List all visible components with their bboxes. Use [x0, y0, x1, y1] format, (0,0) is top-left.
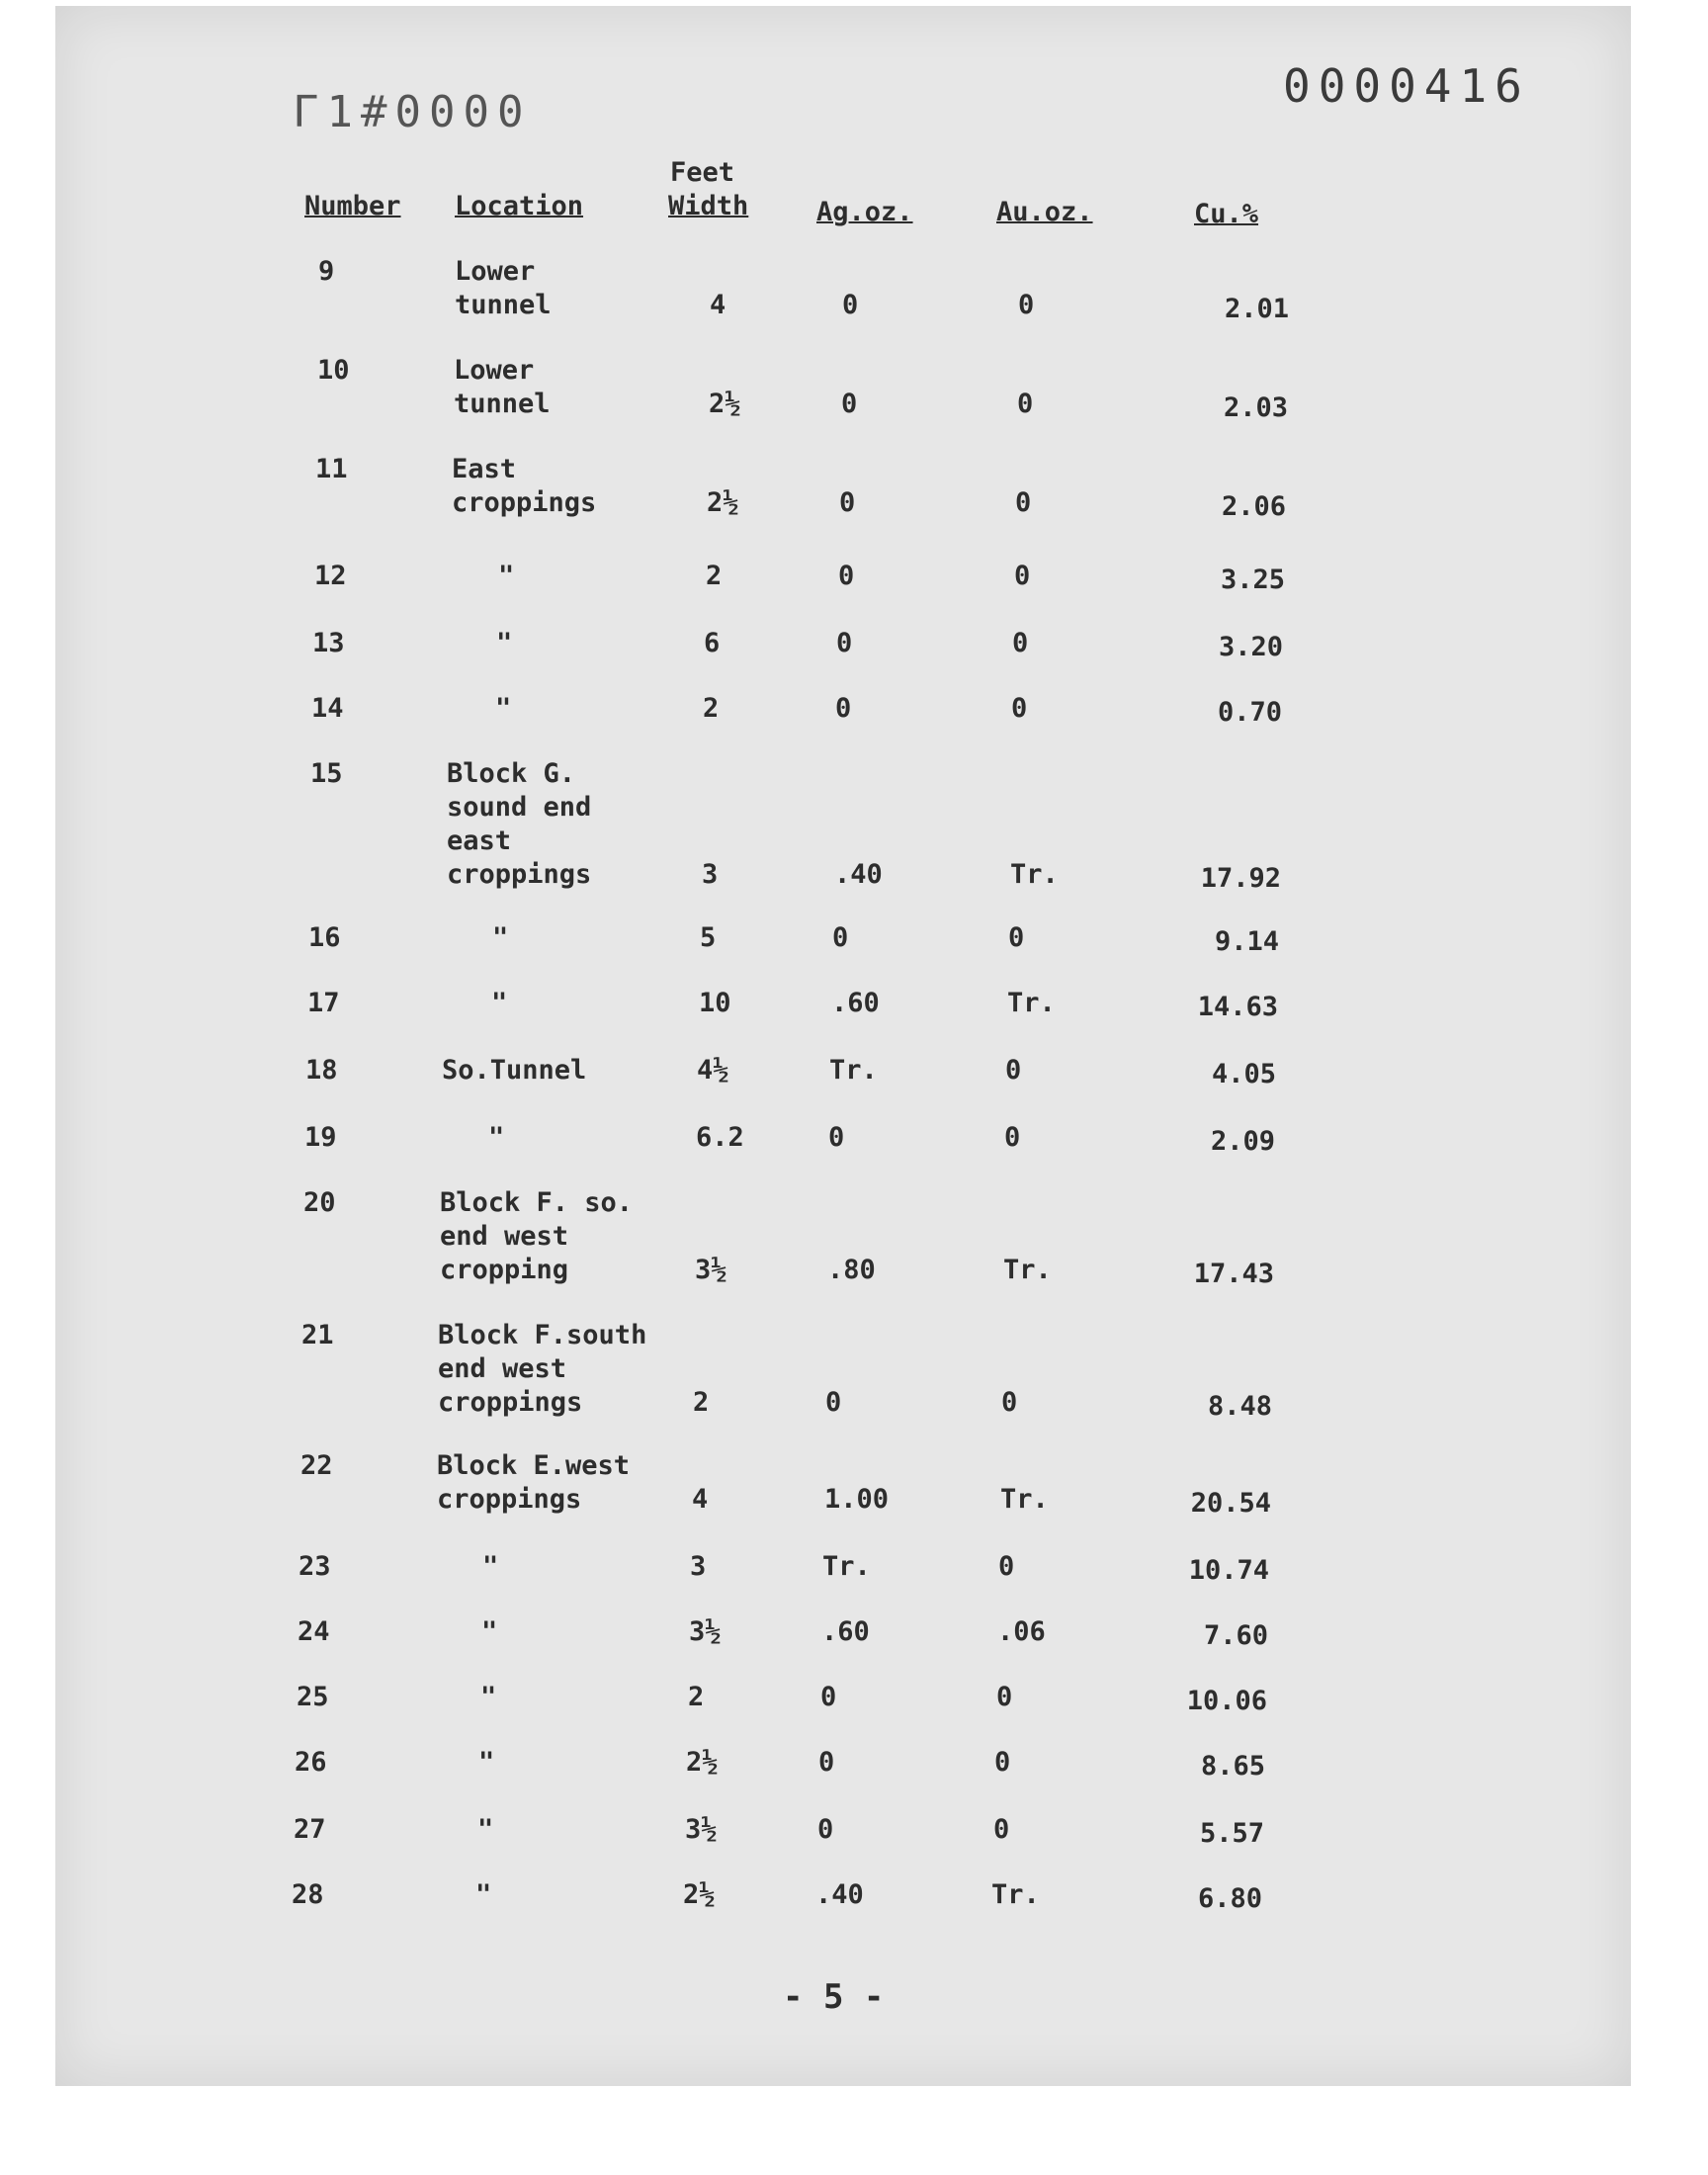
cell-au: 0 — [1017, 389, 1034, 419]
page-number: - 5 - — [783, 1977, 885, 2017]
cell-width: 2½ — [683, 1879, 716, 1910]
cell-au: Tr. — [1010, 859, 1059, 890]
cell-au: 0 — [996, 1682, 1013, 1712]
cell-number: 22 — [300, 1450, 333, 1481]
cell-location: So.Tunnel — [442, 1055, 587, 1086]
cell-location: " — [481, 1616, 498, 1647]
cell-width: 6.2 — [696, 1122, 744, 1153]
cell-number: 11 — [315, 454, 348, 484]
cell-width: 2 — [693, 1387, 710, 1418]
cell-number: 9 — [318, 256, 335, 287]
cell-number: 13 — [312, 628, 345, 658]
header-au: Au.oz. — [996, 197, 1093, 227]
document-stamp-left: Г1#0000 — [293, 87, 532, 137]
cell-cu: 2.03 — [1223, 392, 1288, 423]
cell-ag: .80 — [827, 1255, 876, 1285]
cell-width: 4 — [710, 290, 726, 320]
cell-cu: 20.54 — [1190, 1488, 1271, 1519]
cell-number: 16 — [308, 922, 341, 953]
cell-cu: 17.43 — [1193, 1259, 1274, 1289]
cell-width: 3 — [702, 859, 719, 890]
cell-width: 3½ — [695, 1255, 727, 1285]
cell-width: 10 — [699, 988, 731, 1018]
cell-ag: .60 — [831, 988, 880, 1018]
cell-ag: 0 — [818, 1747, 835, 1778]
cell-au: 0 — [1005, 1055, 1022, 1086]
cell-width: 3½ — [685, 1814, 718, 1845]
cell-number: 18 — [305, 1055, 338, 1086]
cell-location: Block G. sound end east croppings — [447, 758, 592, 890]
cell-location: " — [482, 1551, 499, 1582]
cell-width: 3 — [690, 1551, 707, 1582]
cell-number: 17 — [307, 988, 340, 1018]
cell-location: East croppings — [452, 454, 597, 518]
cell-au: 0 — [998, 1551, 1015, 1582]
cell-au: Tr. — [991, 1879, 1040, 1910]
cell-ag: 0 — [842, 290, 859, 320]
cell-width: 3½ — [689, 1616, 722, 1647]
cell-number: 20 — [303, 1187, 336, 1218]
cell-cu: 2.01 — [1224, 294, 1289, 324]
cell-au: 0 — [1008, 922, 1025, 953]
cell-width: 6 — [704, 628, 721, 658]
cell-number: 15 — [310, 758, 343, 789]
cell-ag: 0 — [828, 1122, 845, 1153]
cell-cu: 3.25 — [1220, 565, 1285, 595]
cell-au: 0 — [1004, 1122, 1021, 1153]
cell-number: 19 — [304, 1122, 337, 1153]
cell-width: 2½ — [707, 487, 739, 518]
cell-width: 2 — [706, 561, 723, 591]
document-stamp-right: 0000416 — [1283, 59, 1530, 113]
cell-number: 12 — [314, 561, 347, 591]
cell-cu: 0.70 — [1217, 697, 1282, 728]
cell-cu: 9.14 — [1214, 926, 1279, 957]
cell-width: 5 — [700, 922, 717, 953]
cell-number: 24 — [298, 1616, 330, 1647]
cell-cu: 14.63 — [1197, 992, 1278, 1022]
cell-ag: 0 — [832, 922, 849, 953]
cell-number: 21 — [301, 1320, 334, 1350]
cell-cu: 10.74 — [1188, 1555, 1269, 1586]
cell-location: " — [495, 693, 512, 724]
header-feet: Feet — [670, 157, 735, 188]
header-cu: Cu.% — [1194, 199, 1259, 229]
cell-location: " — [475, 1879, 492, 1910]
cell-au: 0 — [1012, 628, 1029, 658]
cell-ag: 0 — [838, 561, 855, 591]
cell-ag: 0 — [841, 389, 858, 419]
cell-au: 0 — [1018, 290, 1035, 320]
cell-location: " — [492, 922, 509, 953]
cell-width: 2 — [703, 693, 720, 724]
cell-location: " — [478, 1747, 495, 1778]
cell-width: 2 — [688, 1682, 705, 1712]
cell-ag: 0 — [817, 1814, 834, 1845]
cell-ag: 0 — [839, 487, 856, 518]
cell-cu: 2.09 — [1210, 1126, 1275, 1157]
cell-location: " — [496, 628, 513, 658]
cell-cu: 6.80 — [1197, 1883, 1262, 1914]
cell-number: 25 — [297, 1682, 329, 1712]
cell-location: " — [488, 1122, 505, 1153]
cell-cu: 10.06 — [1186, 1686, 1267, 1716]
cell-cu: 3.20 — [1218, 632, 1283, 662]
cell-au: 0 — [1001, 1387, 1018, 1418]
cell-ag: 1.00 — [824, 1484, 890, 1515]
cell-location: Block F.south end west croppings — [438, 1320, 647, 1418]
cell-ag: .40 — [834, 859, 883, 890]
cell-au: .06 — [997, 1616, 1046, 1647]
cell-number: 10 — [317, 355, 350, 386]
cell-cu: 8.48 — [1207, 1391, 1272, 1422]
header-ag: Ag.oz. — [816, 197, 913, 227]
cell-cu: 4.05 — [1211, 1059, 1276, 1089]
cell-number: 14 — [311, 693, 344, 724]
cell-au: 0 — [993, 1814, 1010, 1845]
cell-location: Lower tunnel — [454, 355, 551, 419]
cell-location: " — [480, 1682, 497, 1712]
cell-ag: Tr. — [822, 1551, 871, 1582]
cell-location: " — [491, 988, 508, 1018]
cell-cu: 17.92 — [1200, 863, 1281, 894]
cell-ag: 0 — [835, 693, 852, 724]
cell-location: Block F. so. end west cropping — [440, 1187, 634, 1285]
cell-ag: .40 — [815, 1879, 864, 1910]
cell-number: 28 — [292, 1879, 324, 1910]
cell-ag: Tr. — [829, 1055, 878, 1086]
cell-au: 0 — [994, 1747, 1011, 1778]
cell-number: 23 — [299, 1551, 331, 1582]
cell-cu: 2.06 — [1221, 491, 1286, 522]
header-width: Width — [668, 191, 749, 221]
cell-ag: 0 — [825, 1387, 842, 1418]
header-location: Location — [455, 191, 584, 221]
cell-ag: 0 — [836, 628, 853, 658]
cell-number: 26 — [295, 1747, 327, 1778]
cell-ag: .60 — [821, 1616, 870, 1647]
header-number: Number — [304, 191, 401, 221]
cell-width: 4 — [692, 1484, 709, 1515]
cell-au: 0 — [1011, 693, 1028, 724]
cell-location: Block E.west croppings — [437, 1450, 631, 1515]
cell-location: " — [498, 561, 515, 591]
cell-cu: 7.60 — [1203, 1620, 1268, 1651]
cell-au: Tr. — [1007, 988, 1056, 1018]
cell-cu: 8.65 — [1200, 1751, 1265, 1782]
cell-width: 2½ — [686, 1747, 719, 1778]
cell-ag: 0 — [820, 1682, 837, 1712]
cell-au: 0 — [1014, 561, 1031, 591]
cell-au: Tr. — [1003, 1255, 1052, 1285]
cell-cu: 5.57 — [1199, 1818, 1264, 1849]
cell-width: 2½ — [709, 389, 741, 419]
cell-au: 0 — [1015, 487, 1032, 518]
cell-location: " — [477, 1814, 494, 1845]
cell-width: 4½ — [697, 1055, 729, 1086]
cell-location: Lower tunnel — [455, 256, 552, 320]
cell-au: Tr. — [1000, 1484, 1049, 1515]
cell-number: 27 — [294, 1814, 326, 1845]
